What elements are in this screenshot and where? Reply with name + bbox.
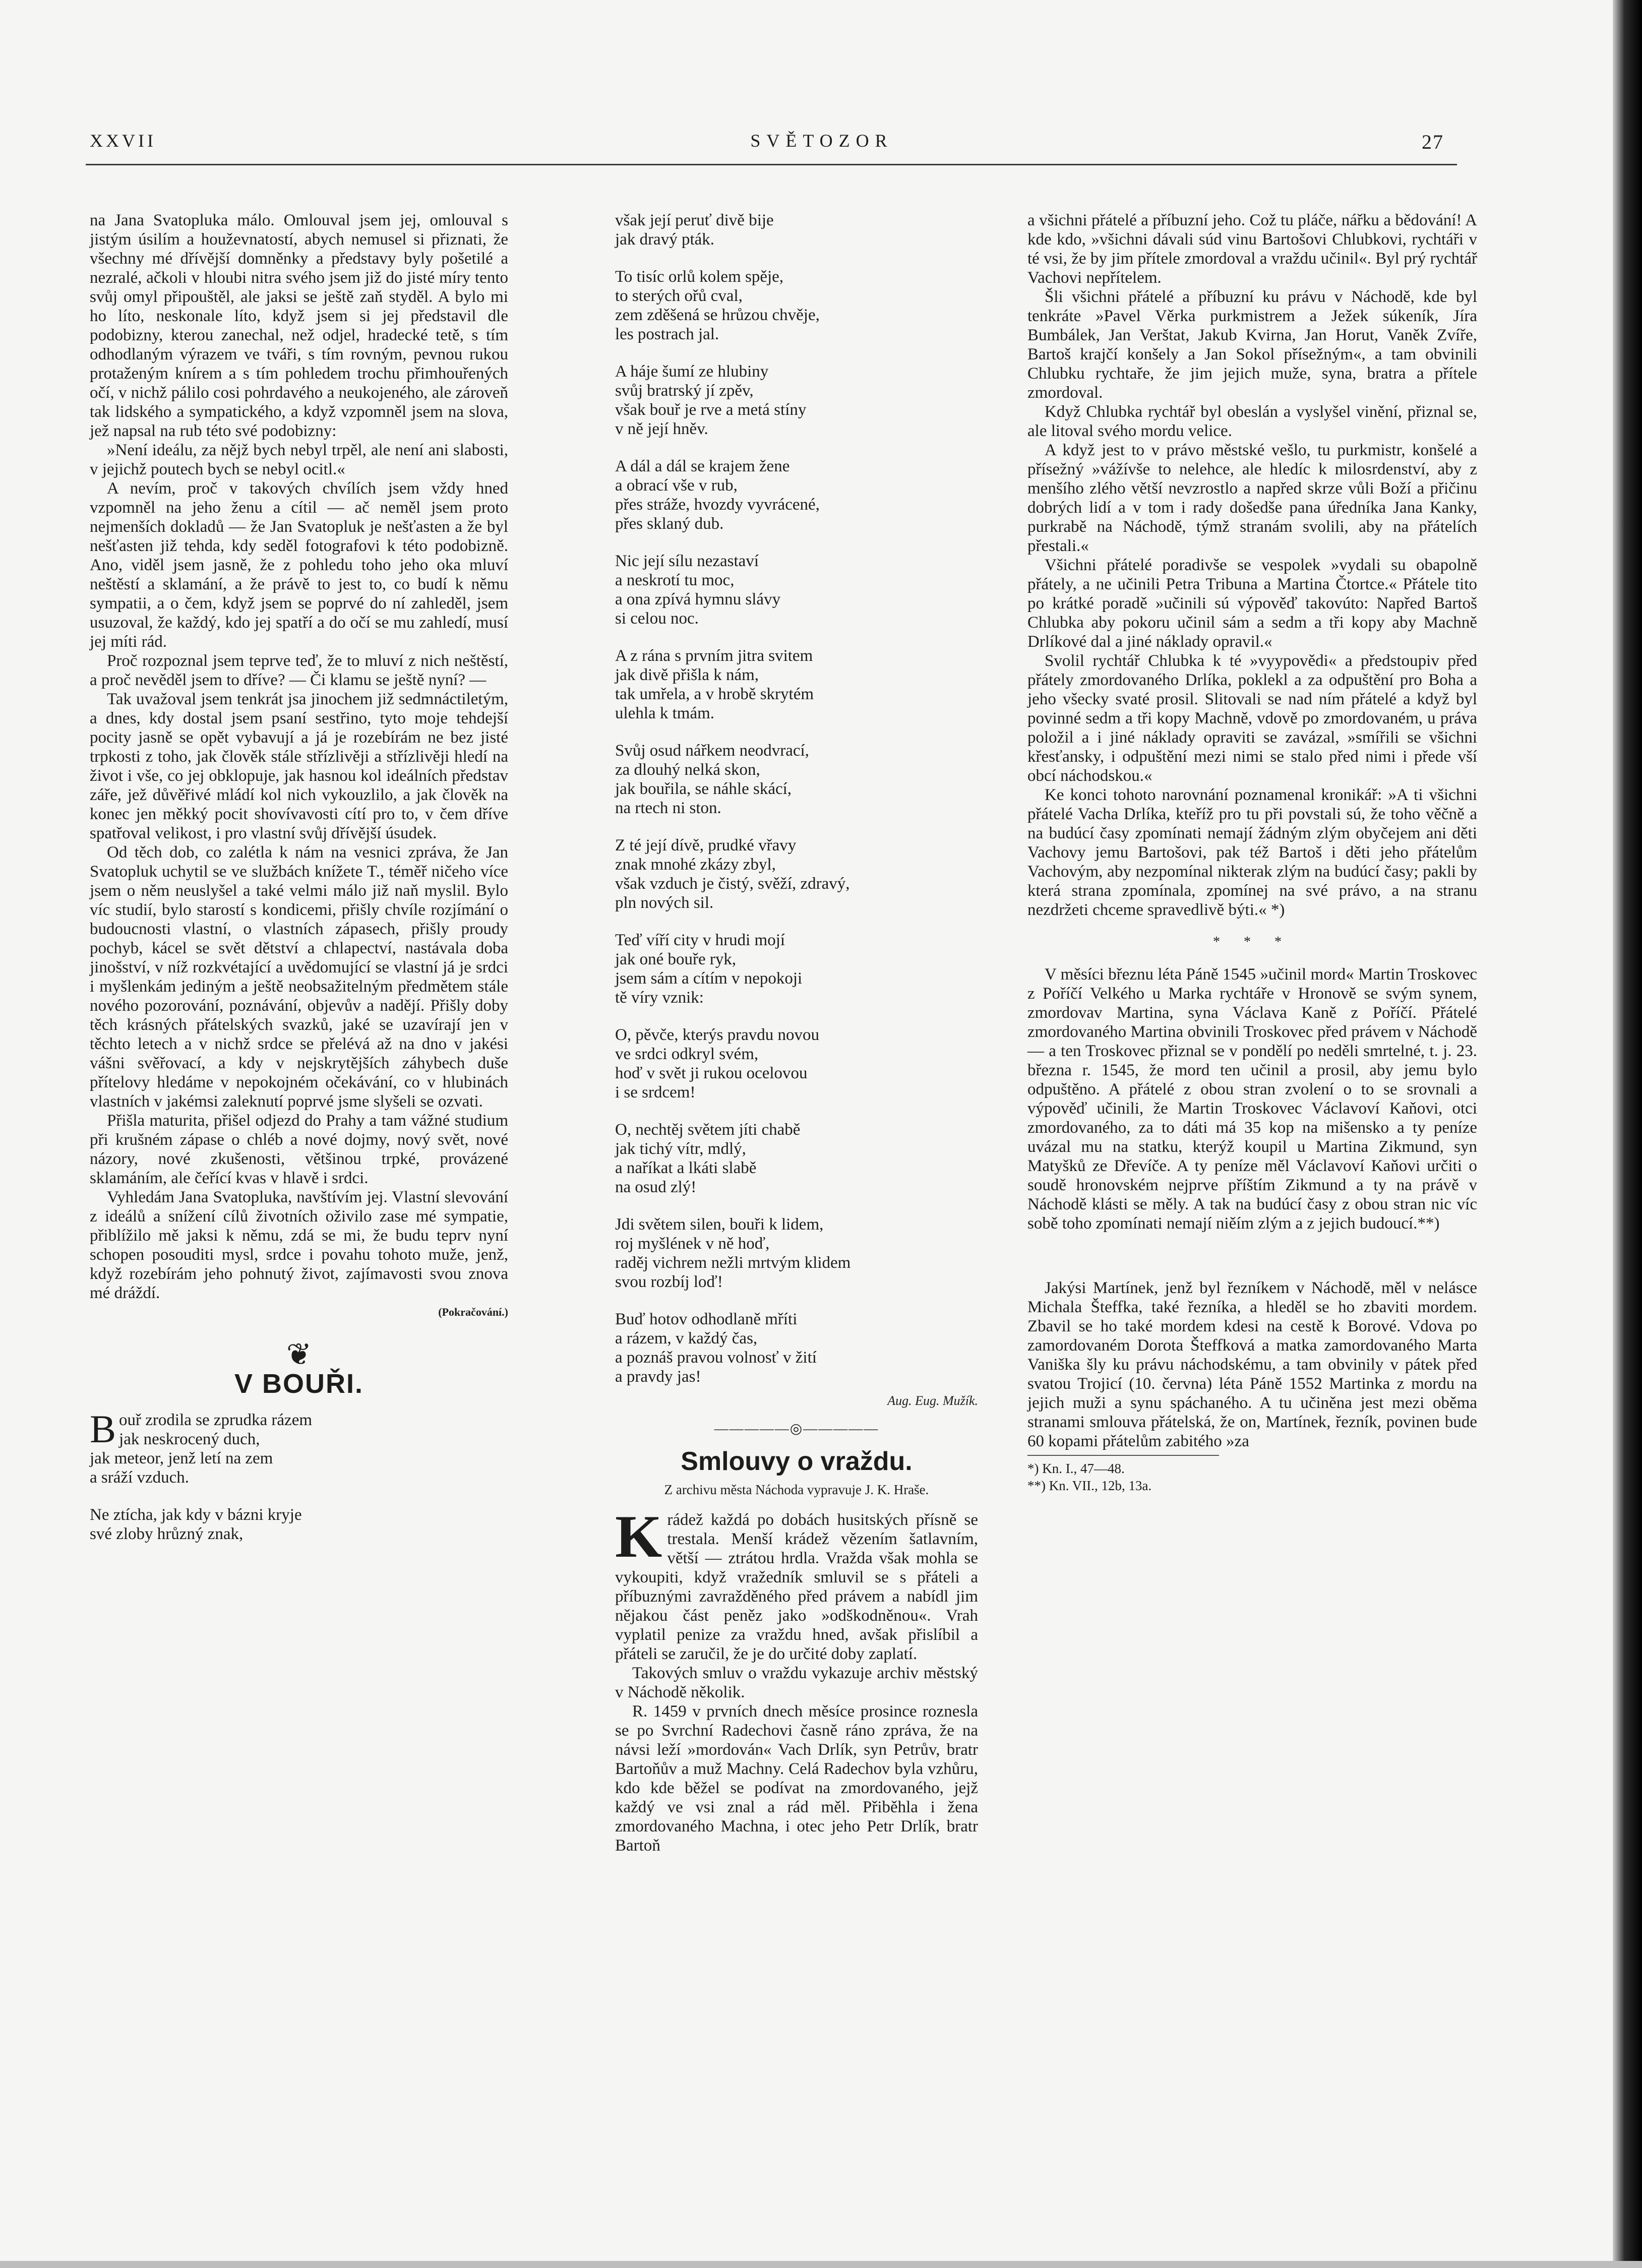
- paragraph: Přišla maturita, přišel odjezd do Prahy a tam vážné studium při krušném zápase o chléb a nové dojmy, nový svět, nové názory, nové zkušenosti, většinou trpké, provázené sklamáním, ale čeřící kvas v hlavě i srdci.: [90, 1112, 508, 1187]
- footnote: *) Kn. I., 47—48.: [1027, 1461, 1125, 1476]
- journal-title: SVĚTOZOR: [750, 131, 893, 151]
- page-edge-shadow: [1613, 0, 1642, 2268]
- poem-stanza: Buď hotov odhodlaně mříti a rázem, v každý čas, a poznáš pravou volnosť v žití a pravdy jas!: [615, 1310, 817, 1386]
- paragraph: A nevím, proč v takových chvílích jsem vždy hned vzpomněl na jeho ženu a cítil — ač neměl jsem proto nejmenších dokladů — že Jan Svatopluk je nešťasten a že byl nešťasten již tehda, kdy seděl fotografovi k této podobizně. Ano, viděl jsem jasně, že z pohledu toho jeho oka mluví neštěstí a sklamání, a že právě to jest to, co budí k němu sympatii, a o čem, když jsem se poprvé do ní zahleděl, jsem usuzoval, že každý, kdo jej spatří a do očí se mu zahledí, musí jej míti rád.: [90, 479, 508, 651]
- paragraph: a všichni přátelé a příbuzní jeho. Což tu pláče, nářku a bědování! A kde kdo, »všichni dávali súd vinu Bartošovi Chlubkovi, rychtáři v té vsi, že by jim přítele zmordoval a vraždu učinil«. Byl prý rychtář Vachovi nepřítelem.: [1027, 211, 1477, 287]
- paragraph: A když jest to v právo městské vešlo, tu purkmistr, konšelé a přísežný »vážívše to nelehce, ale hledíc k milosrdenství, aby z menšího zlého větší nevzrostlo a napřed skrze vůli Boží a přičinu dobrých lidí a v tom i rady došedše pana úředníka Jana Kanky, purkrabě na Náchodě, týmž stranám svolili, aby na přátelích přestali.«: [1027, 441, 1477, 555]
- paragraph: Od těch dob, co zalétla k nám na vesnici zpráva, že Jan Svatopluk uchytil se ve službách knížete T., téměř ničeho více jsem o něm neuslyšel a také velmi málo již naň myslil. Bylo víc studií, bylo starostí s kondicemi, přišly chvíle rozjímání o budoucnosti vlastní, o vlastních zápasech, přišly proudy pochyb, kácel se svět dětství a chlapectví, nastávala doba jinošství, v níž rozkvétající a uvědomující se vlastní já je srdci i myšlenkám jediným a ještě neobsažitelným předmětem stále nového pozorování, poznávání, objevův a nadějí. Přišly doby těch krásných přátelských svazků, jaké se uzavírají jen v těchto letech a v nichž srdce se přelévá až na dno v jakési vášni svěřovací, a kdy v nejskrytějších záhybech duše přítelovy hledáme v nepokojném očekávání, co v hlubinách vlastních v jakémsi zaleknutí poprvé jsme slyšeli se ozvati.: [90, 843, 508, 1111]
- paragraph: Jakýsi Martínek, jenž byl řezníkem v Náchodě, měl v nelásce Michala Šteffka, také řezníka, a hleděl se ho zbaviti mordem. Zbavil se ho také mordem kdesi na cestě k Borové. Vdova po zamordovaném Dorota Šteffková a matka zamordovaného Marta Vaniška šly ku právu náchodskému, a tam obvinily v pátek před svatou Trojicí (10. června) léta Páně 1552 Martinka z mordu na jejich muži a synu spáchaného. A tu učiněna jest mezi oběma stranami smlouva přátelská, že on, Martínek, řezník, povinen bude 60 kopami přátelům zabitého »za: [1027, 1279, 1477, 1450]
- article-title: Smlouvy o vraždu.: [681, 1447, 913, 1476]
- page-number: 27: [1422, 131, 1444, 153]
- poem-stanza: A háje šumí ze hlubiny svůj bratrský jí zpěv, však bouř je rve a metá stíny v ně její hněv.: [615, 362, 807, 438]
- paragraph: V měsíci březnu léta Páně 1545 »učinil mord« Martin Troskovec z Poříčí Velkého u Marka rychtáře v Hronově se svým synem, zmordovav Martina, syna Václava Kaně z Poříčí. Přátelé zmordovaného Martina obvinili Troskovec před právem v Náchodě — a ten Troskovec přiznal se v pondělí po neděli smrtelné, t. j. 23. března r. 1545, že mord ten učinil a prosil, aby jemu bylo odpuštěno. A přátelé z obou stran zvolení o to se srovnali a výpověď učinili, že Martin Troskovec Václavoví Kaňovi, otci zmordovaného, za to dáti má 35 kop na mišensko a ty peníze uvázal mu na statku, kterýž koupil u Martina Zikmund, syn Matyšků ze Dřevíče. A ty peníze měl Václavoví Kaňovi určiti o soudě hronovském nejprve příštím Zikmund a ty na právě v Náchodě klásti se měly. A tak na budúcí časy z obou stran nic víc sobě toho zpomínati nemají niěím zlým a z jejich budoucí.**): [1027, 965, 1477, 1233]
- section-separator-blank: [1027, 1246, 1477, 1265]
- paragraph: Takových smluv o vraždu vykazuje archiv městský v Náchodě několik.: [615, 1664, 978, 1701]
- paragraph-quote: »Není ideálu, za nějž bych nebyl trpěl, ale není ani slabosti, v jejichž poutech bych se nebyl ocitl.«: [90, 441, 508, 478]
- section-divider: —————◎—————: [714, 1421, 879, 1437]
- paragraph-text: rádež každá po dobách husitských přísně se trestala. Menší krádež vězením šatlavním, větší — ztrátou hrdla. Vražda však mohla se vykoupiti, když vražedník smluvil se s přáteli a příbuznými zavražděného před právem a nabídl jim nějakou část peněz jako »odškodněnou«. Vrah vyplatil penize za vraždu hned, avšak přislíbil a přáteli se zaručil, že je do určité doby zaplatí.: [615, 1511, 978, 1663]
- header-rule: [86, 164, 1457, 165]
- paragraph: Proč rozpoznal jsem teprve teď, že to mluví z nich neštěstí, a proč nevěděl jsem to dříve? — Či klamu se ještě nyní? —: [90, 652, 508, 689]
- continued-note: (Pokračování.): [438, 1306, 508, 1318]
- paragraph: Šli všichni přátelé a příbuzní ku právu v Náchodě, kde byl tenkráte »Pavel Věrka purkmistrem a Ježek súkeník, Jíra Bumbálek, Jan Verštat, Jakub Kvirna, Jan Horut, Vaněk Zvíře, Bartoš krajčí konšely a Jan Sokol přísežným«, a tam obvinili Chlubku rychtaře, že jim jejich muže, syna, bratra a přítele zmordoval.: [1027, 288, 1477, 402]
- poem-stanza: A dál a dál se krajem žene a obrací vše v rub, přes stráže, hvozdy vyvrácené, přes sklaný dub.: [615, 457, 820, 533]
- poem-stanza: Teď víří city v hrudi mojí jak oné bouře ryk, jsem sám a cítím v nepokoji tě víry vznik:: [615, 931, 803, 1007]
- page-bottom-edge: [0, 2261, 1642, 2268]
- paragraph: Všichni přátelé poradivše se vespolek »vydali su obapolně přátely, a ne učinili Petra Tribuna a Martina Čtortce.« Přátele tito po krátké poradě »učinili sú výpověď takovúto: Napřed Bartoš Chlubka aby pokoru učinil sám a sedm a tři kopy aby Machně Drlíkové dal a jiné náklady opravil.«: [1027, 556, 1477, 651]
- paragraph: R. 1459 v prvních dnech měsíce prosince roznesla se po Svrchní Radechovi časně ráno zpráva, že na návsi leží »mordován« Vach Drlík, syn Petrův, bratr Bartoňův a muž Machny. Celá Radechov byla vzhůru, kdo kde běžel se podívat na zmordovaného, jejž každý ve vsi znal a rád měl. Přiběhla i žena zmordovaného Machna, i otec jeho Petr Drlík, bratr Bartoň: [615, 1702, 978, 1855]
- poem-stanza: Z té její dívě, prudké vřavy znak mnohé zkázy zbyl, však vzduch je čistý, svěží, zdravý, pln nových sil.: [615, 836, 850, 912]
- paragraph: [615, 1503, 978, 1664]
- paragraph: Vyhledám Jana Svatopluka, navštívím jej. Vlastní slevování z ideálů a snížení cílů životních oživilo zase mé sympatie, přiblížilo mě jaksi k němu, zdá se mi, že budu teprv nyní schopen posouditi mysl, srdce i povahu tohoto muže, jenž, když rozebírám jeho pohnutý život, zajímavosti svou znova mé dráždí.: [90, 1188, 508, 1302]
- paragraph: Když Chlubka rychtář byl obeslán a vyslyšel vinění, přiznal se, ale litoval svého mordu velice.: [1027, 403, 1477, 440]
- section-separator-stars: * * *: [1213, 934, 1292, 950]
- column-left: [90, 211, 508, 1562]
- poem-signature: Aug. Eug. Mužík.: [887, 1393, 978, 1408]
- paragraph: Svolil rychtář Chlubka k té »vyypovědi« a předstoupiv před přátely zmordovaného Drlíka, poklekl a za odpuštění pro Boha a jeho všecky svaté prosil. Slitovali se nad ním přátelé a když byl povinné sedm a tři kopy Machně, vdově po zmordovaném, u práva položil a i jiné náklady opraviti se zavázal, »smířili se všichni křesťansky, i odpuštění mezi nimi se stalo před nimi i přede vší obcí náchodskou.«: [1027, 652, 1477, 785]
- poem-stanza: však její peruť divě bije jak dravý pták.: [615, 211, 774, 249]
- poem-stanza: O, pěvče, kterýs pravdu novou ve srdci odkryl svém, hoď v svět ji rukou ocelovou i se srdcem!: [615, 1026, 820, 1101]
- drop-cap: B: [90, 1407, 116, 1451]
- drop-cap: K: [615, 1503, 662, 1570]
- poem-stanza: O, nechtěj světem jíti chabě jak tichý vítr, mdlý, a naříkat a lkáti slabě na osud zlý!: [615, 1121, 801, 1196]
- poem-stanza: Ne ztícha, jak kdy v bázni kryje své zloby hrůzný znak,: [90, 1506, 302, 1543]
- volume-number: XXVII: [90, 131, 156, 151]
- paragraph: Ke konci tohoto narovnání poznamenal kronikář: »A ti všichni přátelé Vacha Drlíka, kteříž pro tu při povstali sú, že toho věčně a na budúcí časy zpomínati nemají žádným zlým obyčejem ani děti Vachovy jemu Bartošovi, pak též Bartoš i děti jeho přátelům Vachovým, aby nezpomínal nikterak zlým na budúcí časy; pakli by která strana zpomínala, zpomínej na své právo, a na stranu nezdržeti chceme spravedlivě býti.« *): [1027, 786, 1477, 919]
- poem-stanza: [90, 1407, 508, 1487]
- column-right: [1027, 211, 1477, 1494]
- footnote: **) Kn. VII., 12b, 13a.: [1027, 1478, 1152, 1493]
- ornament-icon: ❦: [286, 1338, 312, 1371]
- poem-stanza: Jdi světem silen, bouři k lidem, roj myšlének v ně hoď, raděj vichrem nežli mrtvým klidem svou rozbíj loď!: [615, 1215, 851, 1291]
- poem-title: V BOUŘI.: [234, 1369, 364, 1399]
- poem-stanza-text: ouř zrodila se zprudka rázem jak neskrocený duch, jak meteor, jenž letí na zem a sráží vzduch.: [90, 1411, 313, 1487]
- poem-stanza: A z rána s prvním jitra svitem jak divě přišla k nám, tak umřela, a v hrobě skrytém ulehla k tmám.: [615, 647, 814, 722]
- poem-stanza: Nic její sílu nezastaví a neskrotí tu moc, a ona zpívá hymnu slávy si celou noc.: [615, 552, 781, 628]
- paragraph: Tak uvažoval jsem tenkrát jsa jinochem již sedmnáctiletým, a dnes, kdy dostal jsem psaní sestřino, tyto moje tehdejší pocity jasně se opět vybavují a já je rozebírám ne bez jisté trpkosti z toho, jak člověk stále střízlivěji a střízlivěji hledí na život i vše, co jej obklopuje, jak hasnou kol ideálních představ záře, jež důvěřivé mládí kol nich vykouzlilo, a jak člověk na konec jen měkký pocit shovívavosti cítí pro to, v čem dříve spatřoval velikost, i pro vlastní svůj dřívější úsudek.: [90, 690, 508, 842]
- poem-stanza: Svůj osud nářkem neodvrací, za dlouhý nelká skon, jak bouřila, se náhle skácí, na rtech ni ston.: [615, 742, 809, 817]
- paragraph: na Jana Svatopluka málo. Omlouval jsem jej, omlouval s jistým úsilím a houževnatostí, abych nemusel si přiznati, že všechny mé dřívější domněnky a představy byly pošetilé a nezralé, ačkoli v hloubi nitra svého jsem již do jisté míry tento svůj omyl připouštěl, ale jaksi se ještě zaň styděl. A bylo mi ho líto, neskonale líto, když jsem si jej představil dle podobizny, kterou zanechal, než odjel, hradecké tetě, s tím odhodlaným výrazem ve tváři, s tím rovným, pevnou rukou protaženým knírem a s tím pohledem trochu přimhouřených očí, v nichž pálilo cosi pohrdavého a neukojeného, ale zároveň tak lidského a sympatického, a když vzpomněl jsem na slova, jež napsal na rub této své podobizny:: [90, 211, 508, 440]
- poem-stanza: To tisíc orlů kolem spěje, to sterých ořů cval, zem zděšená se hrůzou chvěje, les postrach jal.: [615, 268, 820, 343]
- footnotes: [1027, 1455, 1219, 1494]
- article-subtitle: Z archivu města Náchoda vypravuje J. K. Hraše.: [664, 1482, 929, 1497]
- column-middle: [615, 211, 978, 1855]
